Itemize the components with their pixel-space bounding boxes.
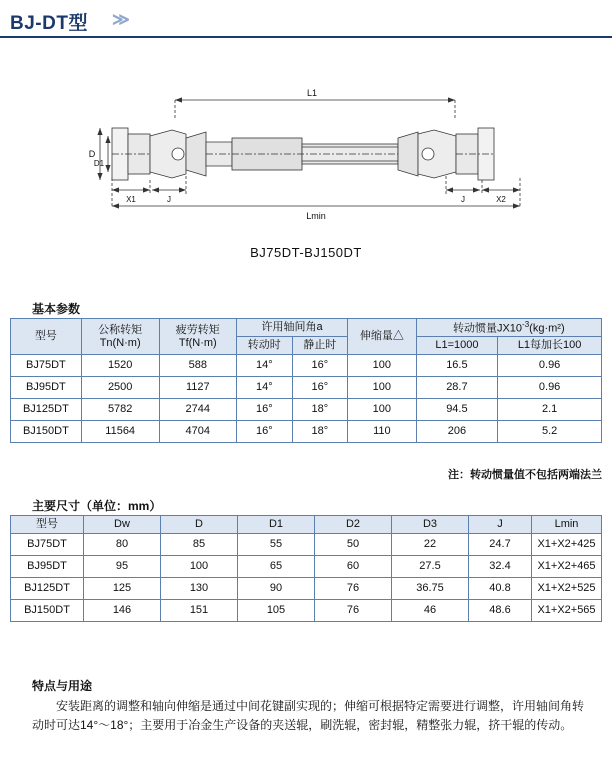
col-inertia-unit: (kg·m²): [529, 322, 565, 335]
page-header: [0, 0, 612, 44]
cell-dw: 125: [84, 578, 161, 600]
cell-d1: 90: [238, 578, 315, 600]
cell-j: 24.7: [469, 534, 532, 556]
cell-d2: 76: [315, 600, 392, 622]
cell-d: 85: [161, 534, 238, 556]
cell-lmin: X1+X2+425: [532, 534, 602, 556]
col-inertia-l1-extra: L1每加长100: [498, 337, 602, 355]
cell-stroke: 100: [348, 399, 417, 421]
col-fatigue-torque-line1: 疲劳转矩: [175, 323, 220, 336]
table-row: [11, 600, 602, 622]
col-model: 型号: [11, 319, 82, 355]
col-d1: D1: [238, 516, 315, 534]
cell-tf: 4704: [159, 421, 236, 443]
cell-d: 100: [161, 556, 238, 578]
table-header-row: [11, 319, 602, 337]
col-static: 静止时: [292, 337, 348, 355]
cell-tn: 1520: [81, 355, 159, 377]
cell-d2: 50: [315, 534, 392, 556]
section-title-main-dims: 主要尺寸（单位：mm）: [32, 499, 162, 513]
cell-model: BJ150DT: [11, 421, 82, 443]
cell-model: BJ150DT: [11, 600, 84, 622]
dim-label-d1: D1: [93, 159, 105, 168]
cell-inertia-1000: 28.7: [416, 377, 498, 399]
table-note: 注：转动惯量值不包括两端法兰: [448, 469, 602, 481]
table-row: [11, 421, 602, 443]
col-d2: D2: [315, 516, 392, 534]
cell-model: BJ95DT: [11, 556, 84, 578]
cell-static: 18°: [292, 421, 348, 443]
cell-d2: 60: [315, 556, 392, 578]
col-inertia: [416, 319, 601, 337]
cell-model: BJ75DT: [11, 355, 82, 377]
table-row: [11, 556, 602, 578]
dim-label-lmin: Lmin: [306, 211, 326, 221]
cell-lmin: X1+X2+565: [532, 600, 602, 622]
col-rotating: 转动时: [237, 337, 293, 355]
cell-d3: 36.75: [392, 578, 469, 600]
cell-tf: 2744: [159, 399, 236, 421]
header-divider: [0, 36, 612, 38]
basic-params-table: [10, 318, 602, 443]
cell-tn: 5782: [81, 399, 159, 421]
col-d: D: [161, 516, 238, 534]
cell-inertia-extra: 5.2: [498, 421, 602, 443]
cell-d2: 76: [315, 578, 392, 600]
cell-inertia-1000: 16.5: [416, 355, 498, 377]
dim-label-j-left: J: [167, 195, 171, 204]
table-row: [11, 534, 602, 556]
main-dims-table: [10, 515, 602, 622]
col-d3: D3: [392, 516, 469, 534]
cell-d1: 105: [238, 600, 315, 622]
cell-d3: 27.5: [392, 556, 469, 578]
cell-stroke: 100: [348, 355, 417, 377]
cell-j: 40.8: [469, 578, 532, 600]
dim-label-x1: X1: [126, 195, 136, 204]
cell-model: BJ95DT: [11, 377, 82, 399]
cell-d1: 55: [238, 534, 315, 556]
cell-rotating: 16°: [237, 399, 293, 421]
cell-tf: 1127: [159, 377, 236, 399]
cell-stroke: 110: [348, 421, 417, 443]
features-body: [32, 697, 584, 734]
cell-model: BJ125DT: [11, 578, 84, 600]
col-allow-angle: 许用轴间角a: [237, 319, 348, 337]
table-row: [11, 355, 602, 377]
page-title: BJ-DT型: [10, 13, 88, 34]
section-title-basic-params: 基本参数: [32, 302, 81, 316]
double-chevron-icon: ≫: [112, 10, 128, 29]
cell-d: 130: [161, 578, 238, 600]
cell-lmin: X1+X2+465: [532, 556, 602, 578]
col-j: J: [469, 516, 532, 534]
technical-drawing: [0, 58, 612, 233]
cell-d1: 65: [238, 556, 315, 578]
section-title-features: 特点与用途: [32, 679, 93, 693]
table-header-row: [11, 516, 602, 534]
cell-model: BJ75DT: [11, 534, 84, 556]
col-fatigue-torque: [159, 319, 236, 355]
cell-d3: 46: [392, 600, 469, 622]
cell-tf: 588: [159, 355, 236, 377]
col-inertia-l1-1000: L1=1000: [416, 337, 498, 355]
cell-d3: 22: [392, 534, 469, 556]
col-dw: Dw: [84, 516, 161, 534]
table-row: [11, 578, 602, 600]
cell-tn: 11564: [81, 421, 159, 443]
cell-inertia-1000: 206: [416, 421, 498, 443]
cell-dw: 95: [84, 556, 161, 578]
cell-lmin: X1+X2+525: [532, 578, 602, 600]
col-nominal-torque-line2: Tn(N·m): [99, 336, 141, 349]
cell-dw: 80: [84, 534, 161, 556]
cell-inertia-1000: 94.5: [416, 399, 498, 421]
col-inertia-sup: -3: [522, 319, 530, 329]
features-paragraph: 安装距离的调整和轴向伸缩是通过中间花键副实现的；伸缩可根据特定需要进行调整，许用轴间角转动时可达14°～18°；主要用于冶金生产设备的夹送辊，刷洗辊，密封辊，精整张力辊，挤干辊的传动。: [32, 699, 585, 732]
col-nominal-torque-line1: 公称转矩: [98, 323, 143, 336]
cell-j: 32.4: [469, 556, 532, 578]
cell-rotating: 16°: [237, 421, 293, 443]
col-model: 型号: [11, 516, 84, 534]
col-nominal-torque: [81, 319, 159, 355]
drawing-caption: BJ75DT-BJ150DT: [250, 245, 362, 260]
dim-label-l1: L1: [306, 88, 318, 98]
dim-label-d: D: [88, 149, 96, 159]
cell-rotating: 14°: [237, 355, 293, 377]
cell-rotating: 14°: [237, 377, 293, 399]
cell-j: 48.6: [469, 600, 532, 622]
table-row: [11, 377, 602, 399]
dim-label-x2: X2: [496, 195, 506, 204]
cell-inertia-extra: 2.1: [498, 399, 602, 421]
cell-static: 16°: [292, 355, 348, 377]
cell-model: BJ125DT: [11, 399, 82, 421]
col-inertia-text: 转动惯量JX10: [452, 322, 523, 335]
col-stroke: 伸缩量△: [348, 319, 417, 355]
cell-dw: 146: [84, 600, 161, 622]
cell-inertia-extra: 0.96: [498, 377, 602, 399]
cell-static: 18°: [292, 399, 348, 421]
cell-d: 151: [161, 600, 238, 622]
cell-tn: 2500: [81, 377, 159, 399]
table-row: [11, 399, 602, 421]
dim-label-j-right: J: [461, 195, 465, 204]
cell-static: 16°: [292, 377, 348, 399]
cell-stroke: 100: [348, 377, 417, 399]
cell-inertia-extra: 0.96: [498, 355, 602, 377]
col-lmin: Lmin: [532, 516, 602, 534]
col-fatigue-torque-line2: Tf(N·m): [178, 336, 217, 349]
